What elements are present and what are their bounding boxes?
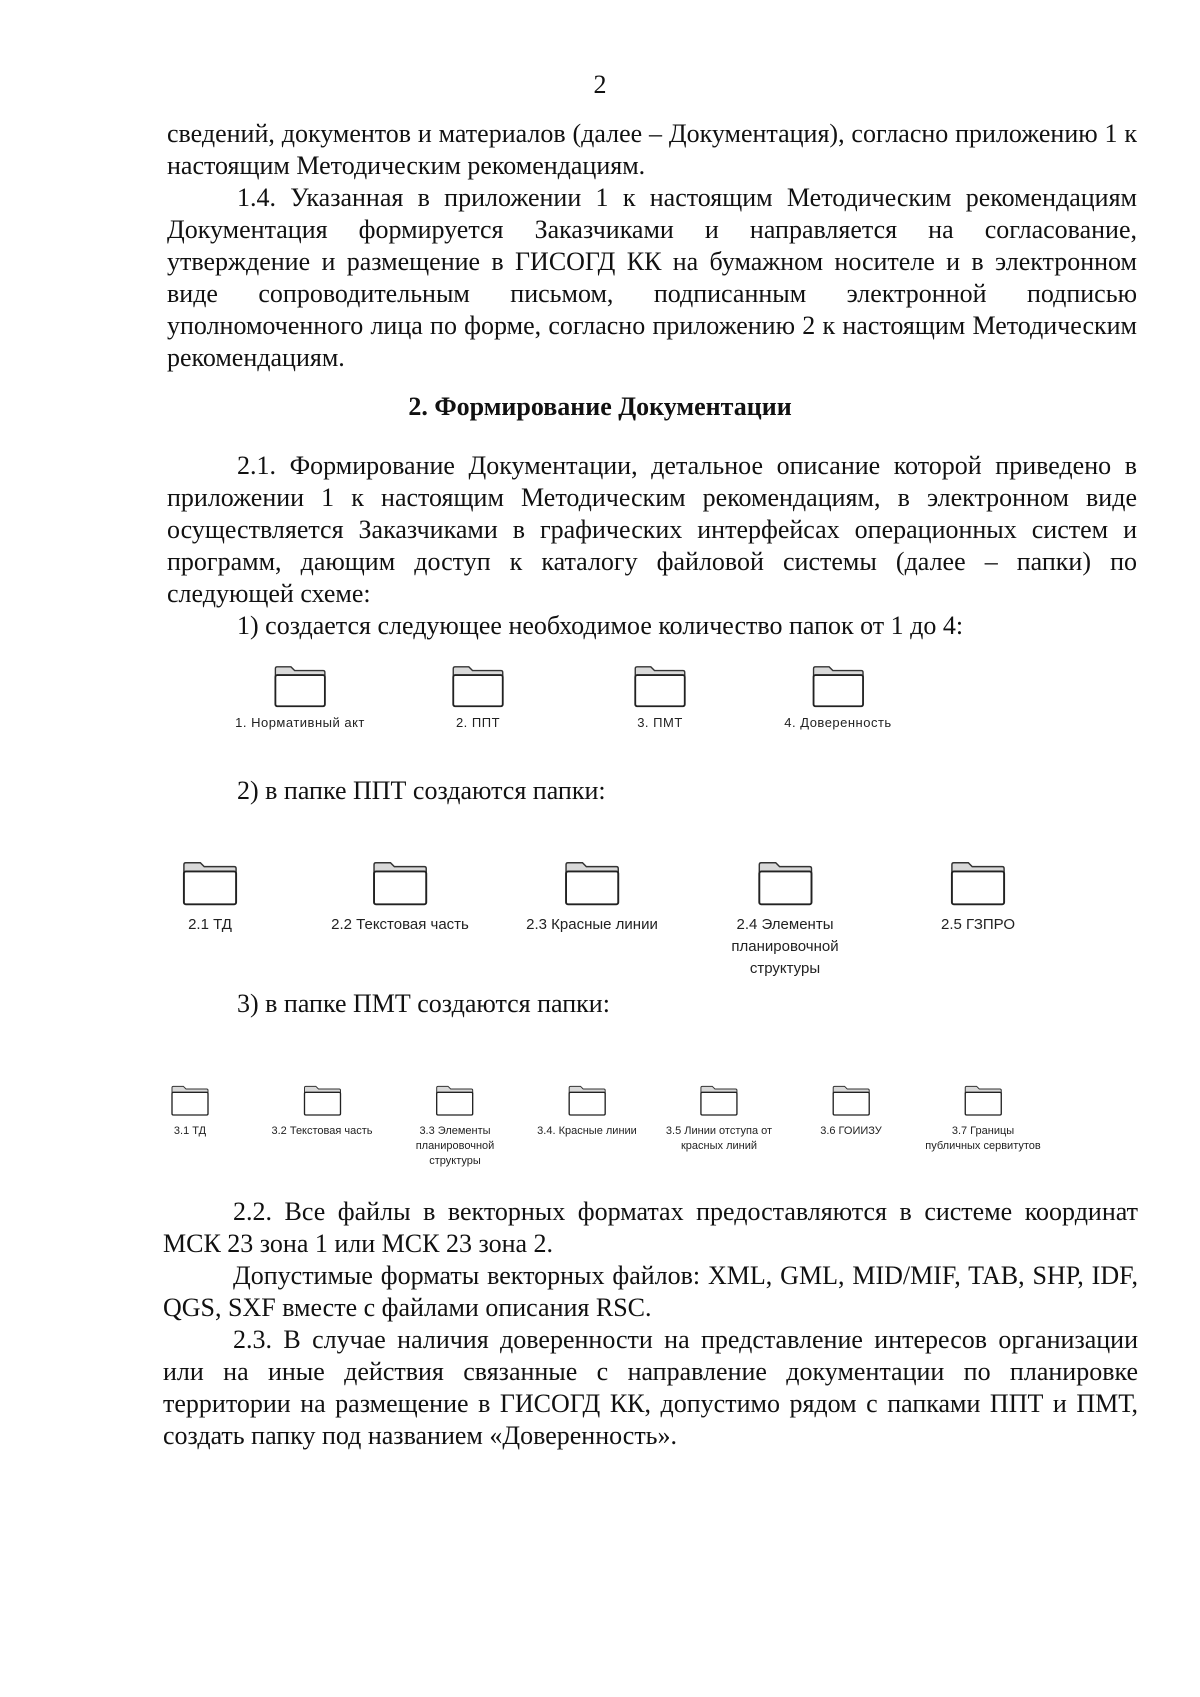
folder-label: 3.3 Элементы планировочной структуры [415,1125,495,1167]
section-2-1-block [167,450,1137,642]
folder-label: 2.5 ГЗПРО [941,916,1015,933]
folder-icon [302,1084,342,1118]
paragraph-2-2: 2.2. Все файлы в векторных форматах предоставляются в системе координат МСК 23 зона 1 или МСК 23 зона 2. [163,1197,1138,1258]
folder-label: 4. Доверенность [784,715,892,730]
folder-icon [181,860,239,908]
folder-label: 1. Нормативный акт [235,715,365,730]
paragraph-2-3: 2.3. В случае наличия доверенности на представление интересов организации или на иные действия связанные с направление документации по планировке территории на размещение в ГИСОГД КК, допустимо рядом с папками ППТ и ПМТ, создать папку под названием «Доверенность». [163,1325,1138,1450]
folder-label: 3.1 ТД [173,1125,207,1137]
folder-label: 3.6 ГОИИЗУ [820,1125,882,1137]
step-3-text: 3) в папке ПМТ создаются папки: [237,989,610,1018]
folder-item [537,1084,637,1139]
folder-icon [949,860,1007,908]
folder-icon [563,860,621,908]
folder-item [632,665,688,731]
folder-item [450,665,506,731]
paragraph-formats: Допустимые форматы векторных файлов: XML, GML, MID/MIF, TAB, SHP, IDF, QGS, SXF вместе с файлами описания RSC. [163,1261,1138,1322]
paragraph-continuation: сведений, документов и материалов (далее – Документация), согласно приложению 1 к настоящим Методическим рекомендациям. [167,119,1137,180]
paragraph-1-4: 1.4. Указанная в приложении 1 к настоящим Методическим рекомендациям Документация формируется Заказчиками и направляется на согласование, утверждение и размещение в ГИСОГД КК на бумажном носителе и в электронном виде сопроводительным письмом, подписанным электронной подписью уполномоченного лица по форме, согласно приложению 2 к настоящим Методическим рекомендациям. [167,183,1137,372]
folder-item [331,860,469,936]
folder-label: 3.2 Текстовая часть [271,1125,373,1137]
folder-label: 2.3 Красные линии [526,916,658,933]
folder-item [941,860,1015,936]
folder-icon [170,1084,210,1118]
folder-label: 2.2 Текстовая часть [331,916,469,933]
folder-item [925,1084,1040,1154]
step-2-text: 2) в папке ППТ создаются папки: [237,776,606,805]
folder-label: 3.4. Красные линии [537,1125,637,1137]
folder-icon [435,1084,475,1118]
folder-icon [756,860,814,908]
folder-icon [450,665,506,709]
folder-item [235,665,365,731]
folder-icon [699,1084,739,1118]
folder-label: 2.4 Элементы планировочной структуры [731,916,839,977]
folder-icon [831,1084,871,1118]
folder-label: 3.5 Линии отступа от красных линий [665,1125,773,1152]
folder-item [181,860,239,936]
folder-icon [963,1084,1003,1118]
paragraph-2-1: 2.1. Формирование Документации, детальное описание которой приведено в приложении 1 к настоящим Методическим рекомендациям, в электронном виде осуществляется Заказчиками в графических интерфейсах операционных систем и программ, дающим доступ к каталогу файловой системы (далее – папки) по следующей схеме: [167,451,1137,608]
folder-icon [810,665,866,709]
folder-label: 2.1 ТД [188,916,232,933]
step-1-text: 1) создается следующее необходимое количество папок от 1 до 4: [237,611,964,640]
folder-item [784,665,891,731]
folder-icon [371,860,429,908]
folder-item [666,1084,772,1154]
folder-item [271,1084,372,1139]
section-2-2-block [163,1196,1138,1452]
folder-label: 3.7 Границы публичных сервитутов [925,1125,1041,1152]
intro-block [167,118,1137,374]
folder-icon [272,665,328,709]
folder-label: 3. ПМТ [637,715,683,730]
step-2-block [167,775,1137,807]
folder-item [731,860,838,980]
folder-item [170,1084,210,1139]
folder-icon [567,1084,607,1118]
step-3-block [167,988,1137,1020]
section-heading: 2. Формирование Документации [408,392,792,421]
folder-icon [632,665,688,709]
folder-item [820,1084,882,1139]
folder-item [416,1084,495,1169]
folder-item [526,860,658,936]
folder-label: 2. ППТ [455,715,501,730]
page-number: 2 [593,70,607,99]
